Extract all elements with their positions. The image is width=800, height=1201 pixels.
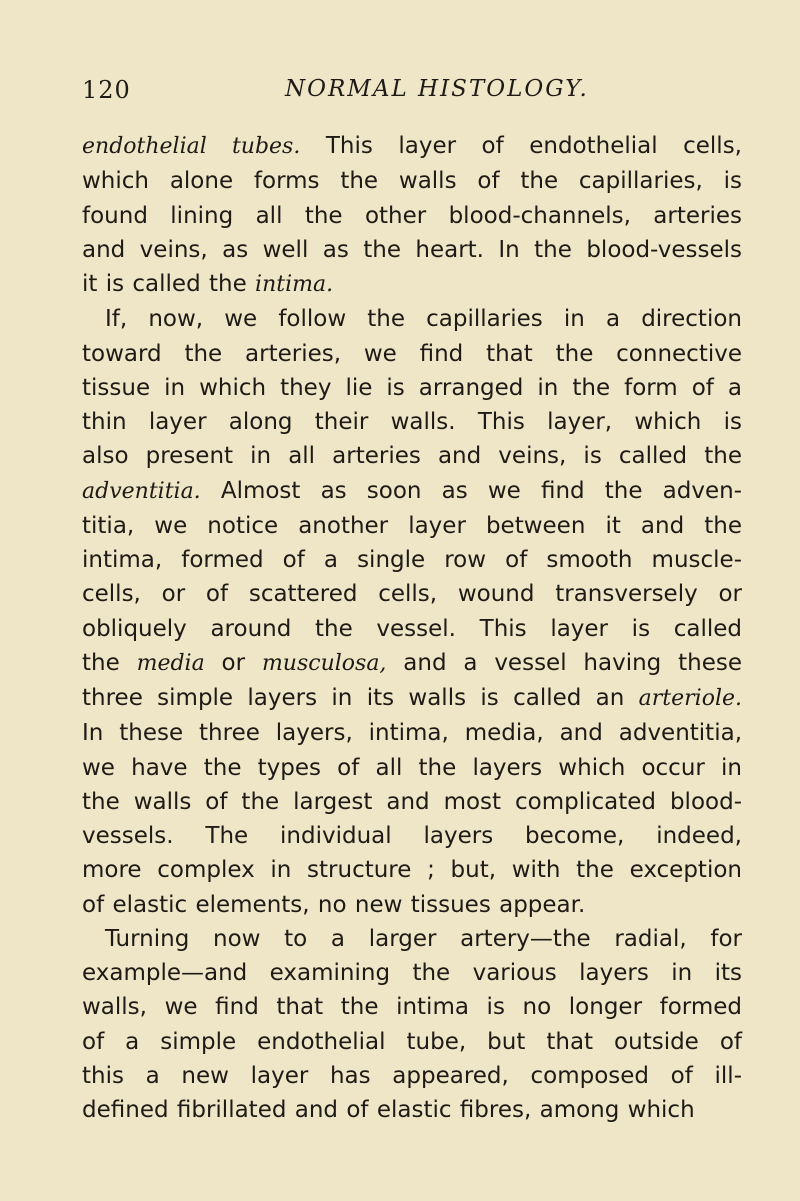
text-line [82,990,742,1024]
text-segment: cells, or of scattered cells, wound transversely or [82,581,742,608]
text-line [82,888,742,922]
text-line [82,439,742,473]
text-line [82,646,742,681]
text-line [82,819,742,853]
italic-term: intima. [255,272,334,297]
text-line [82,785,742,819]
text-line [82,337,742,371]
text-line [82,509,742,543]
text-line [82,1093,742,1127]
text-segment: found lining all the other blood-channels, arteries [82,202,742,229]
text-segment: more complex in structure ; but, with the exception [82,857,742,884]
text-line [82,474,742,509]
text-line [82,371,742,405]
text-line [82,199,742,233]
text-segment: toward the arteries, we find that the connective [82,340,742,367]
text-segment: Almost as soon as we find the adven- [200,477,742,504]
text-line [82,716,742,750]
text-line [82,543,742,577]
text-line [82,1059,742,1093]
text-line [82,853,742,887]
text-segment: and a vessel having these [386,649,743,676]
text-line [82,129,742,164]
text-segment: the [82,649,137,676]
text-segment: of elastic elements, no new tissues appear. [82,891,586,918]
text-line [82,1025,742,1059]
text-line [82,405,742,439]
text-line [82,751,742,785]
text-line [82,681,742,716]
text-line [82,267,742,302]
text-segment: intima, formed of a single row of smooth muscle- [82,547,742,573]
italic-term: musculosa, [261,650,387,676]
text-segment: or [204,649,262,676]
text-segment: defined fibrillated and of elastic fibres, among which [82,1097,695,1123]
italic-term: endothelial tubes. [82,134,301,159]
text-segment: walls, we find that the intima is no longer formed [82,994,742,1021]
text-segment: thin layer along their walls. This layer, which is [82,409,742,435]
text-segment: example—and examining the various layers in its [82,960,742,986]
text-line [82,233,742,267]
text-line [82,302,742,336]
text-line [82,922,742,956]
text-segment: vessels. The individual layers become, indeed, [82,823,742,849]
text-segment: tissue in which they lie is arranged in the form of a [82,374,742,401]
text-segment: If, now, we follow the capillaries in a direction [105,306,742,333]
italic-term: arteriole. [638,686,742,711]
text-segment: which alone forms the walls of the capillaries, is [82,168,742,195]
text-segment: also present in all arteries and veins, is called the [82,443,742,470]
running-title: NORMAL HISTOLOGY. [285,76,589,102]
page-header [80,76,720,112]
page-number: 120 [82,76,131,104]
text-segment: this a new layer has appeared, composed of ill- [82,1062,742,1089]
text-segment: This layer of endothelial cells, [300,133,742,159]
text-segment: Turning now to a larger artery—the radial, for [105,925,742,952]
italic-term: adventitia. [82,478,201,504]
text-segment: titia, we notice another layer between it and the [82,512,742,539]
text-line [82,164,742,198]
text-segment: of a simple endothelial tube, but that outside of [82,1028,742,1055]
text-segment: three simple layers in its walls is called an [82,685,639,711]
body-text [82,129,742,1127]
text-line [82,612,742,646]
italic-term: media [136,650,205,676]
text-line [82,577,742,611]
text-segment: the walls of the largest and most complicated blood- [82,788,742,815]
text-segment: it is called the [82,271,256,297]
text-segment: In these three layers, intima, media, and adventitia, [82,720,742,747]
text-segment: obliquely around the vessel. This layer is called [82,615,742,642]
text-line [82,956,742,990]
text-segment: and veins, as well as the heart. In the blood-vessels [82,236,742,263]
text-segment: we have the types of all the layers which occur in [82,754,742,781]
